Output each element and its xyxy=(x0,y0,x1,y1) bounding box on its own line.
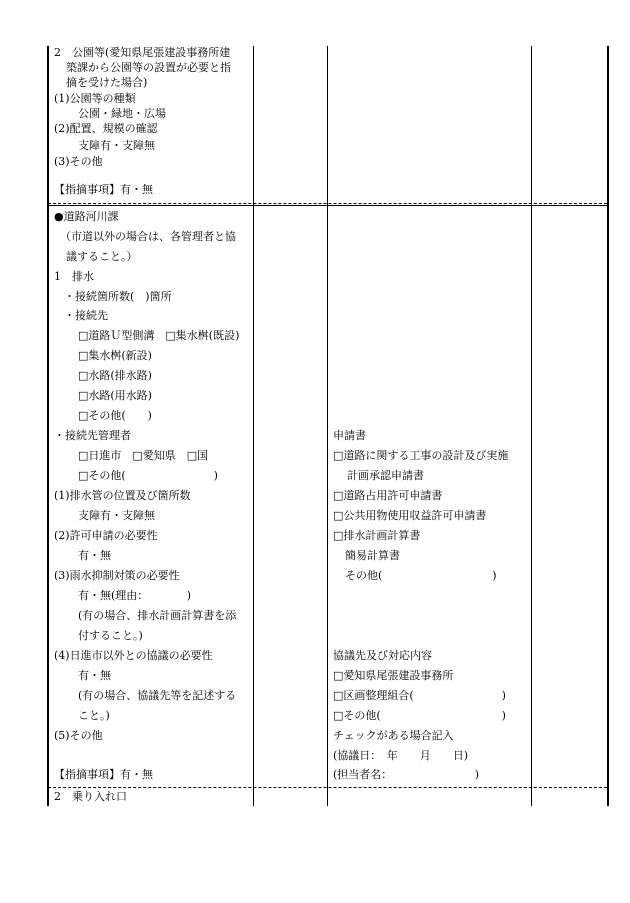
checkbox-option: □公共用物使用収益許可申請書 xyxy=(333,509,487,522)
checkbox-option: □区画整理組合( ) xyxy=(333,689,506,702)
item-label: (3)雨水抑制対策の必要性 xyxy=(54,569,180,582)
item-options: 有・無 xyxy=(78,549,111,562)
item-label: ・接続先 xyxy=(64,309,108,322)
checkbox-option: □道路Ｕ型側溝 □集水桝(既設) xyxy=(78,329,240,342)
note: 付すること。) xyxy=(78,629,143,642)
checkbox-option: □集水桝(新設) xyxy=(78,349,152,362)
left-border xyxy=(47,46,49,806)
checkbox-option: 計画承認申請書 xyxy=(347,469,424,482)
item-label: (2)許可申請の必要性 xyxy=(54,529,158,542)
item-label: ・接続先管理者 xyxy=(54,429,131,442)
applications-heading: 申請書 xyxy=(333,429,366,442)
remarks: 【指摘事項】有・無 xyxy=(54,768,153,781)
checkbox-option: □愛知県尾張建設事務所 xyxy=(333,669,454,682)
note: (有の場合、排水計画計算書を添 xyxy=(78,609,237,622)
remarks: 【指摘事項】有・無 xyxy=(54,183,153,196)
checkbox-option: 簡易計算書 xyxy=(345,549,400,562)
item-label: (3)その他 xyxy=(54,155,103,168)
section1-heading-cont: 摘を受けた場合) xyxy=(66,76,148,89)
section3-heading: 2 乗り入れ口 xyxy=(54,790,127,803)
item-options: 公園・緑地・広場 xyxy=(78,107,166,120)
item-label: (2)配置、規模の確認 xyxy=(54,122,158,135)
item-label: (5)その他 xyxy=(54,729,103,742)
section1-heading: 2 公園等(愛知県尾張建設事務所建 xyxy=(54,46,231,59)
consult-heading: 協議先及び対応内容 xyxy=(333,649,432,662)
drain-heading: 1 排水 xyxy=(54,270,94,283)
section1-heading-cont: 築課から公園等の設置が必要と指 xyxy=(66,61,231,74)
checkbox-option: その他( ) xyxy=(345,569,497,582)
checkbox-option: □道路に関する工事の設計及び実施 xyxy=(333,449,509,462)
row-divider-1-solid xyxy=(48,205,607,206)
checkbox-option: □日進市 □愛知県 □国 xyxy=(78,449,209,462)
row-divider-2 xyxy=(48,787,607,788)
item-label: ・接続箇所数( )箇所 xyxy=(64,290,172,303)
item-options: 有・無(理由： ) xyxy=(78,589,192,602)
row-divider-1 xyxy=(48,203,607,204)
item-options: 支障有・支障無 xyxy=(78,509,155,522)
right-border xyxy=(607,46,609,806)
checkbox-option: □水路(排水路) xyxy=(78,369,152,382)
consult-person: (担当者名： ) xyxy=(333,768,480,781)
item-options: 有・無 xyxy=(78,669,111,682)
check-note: チェックがある場合記入 xyxy=(333,729,454,742)
checkbox-option: □水路(用水路) xyxy=(78,389,152,402)
note: こと。) xyxy=(78,709,110,722)
item-label: (1)公園等の種類 xyxy=(54,92,136,105)
department-heading: ●道路河川課 xyxy=(54,210,119,223)
note: (有の場合、協議先等を記述する xyxy=(78,689,237,702)
checkbox-option: □道路占用許可申請書 xyxy=(333,489,443,502)
consult-date: (協議日： 年 月 日) xyxy=(333,749,469,762)
column-divider-3 xyxy=(531,46,532,806)
item-options: 支障有・支障無 xyxy=(78,139,155,152)
column-divider-2 xyxy=(327,46,328,806)
item-label: (1)排水管の位置及び箇所数 xyxy=(54,489,191,502)
item-label: (4)日進市以外との協議の必要性 xyxy=(54,649,213,662)
checkbox-option: □排水計画計算書 xyxy=(333,529,421,542)
checkbox-option: □その他( ) xyxy=(78,409,152,422)
checkbox-option: □その他( ) xyxy=(78,469,218,482)
column-divider-1 xyxy=(253,46,254,806)
note: （市道以外の場合は、各管理者と協 xyxy=(60,230,236,243)
note: 議すること。） xyxy=(66,250,138,263)
checkbox-option: □その他( ) xyxy=(333,709,506,722)
